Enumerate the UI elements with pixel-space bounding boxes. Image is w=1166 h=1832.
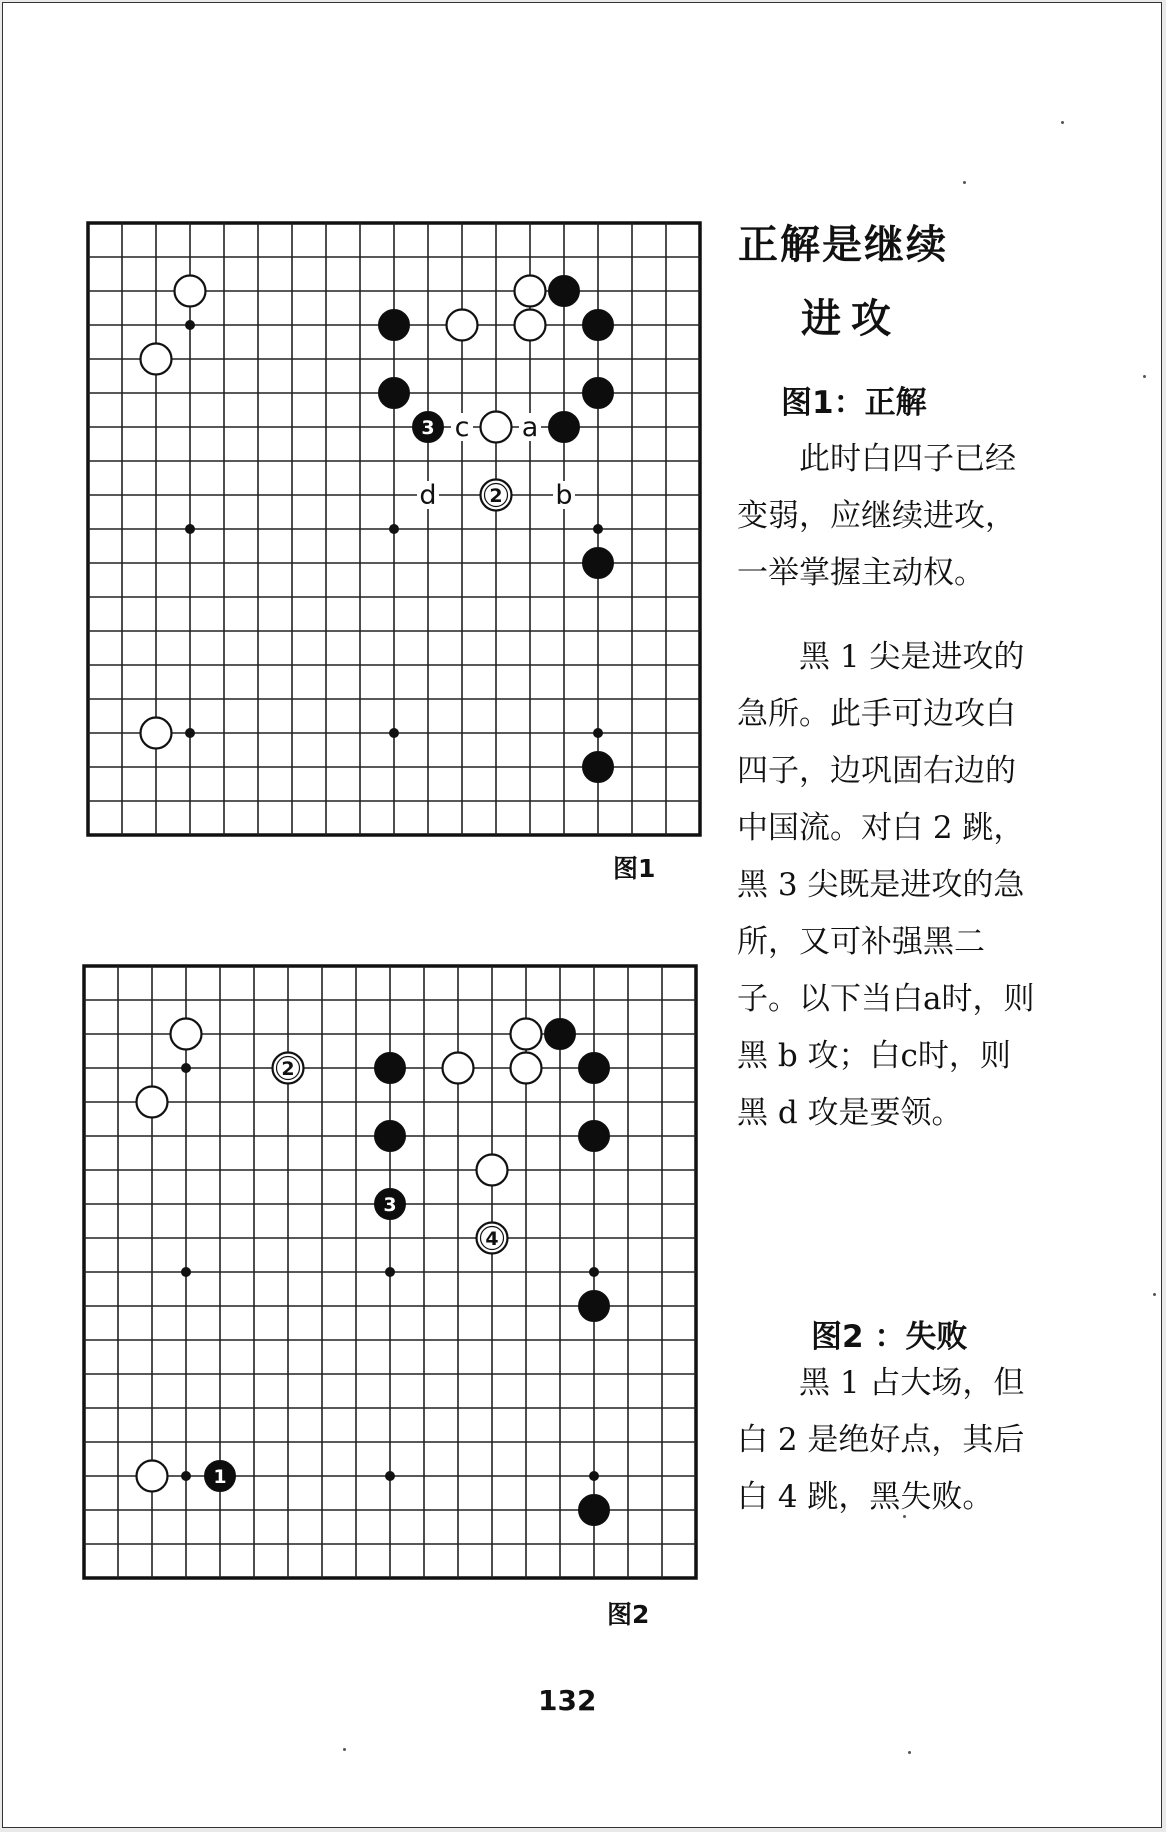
scan-speck (1143, 375, 1146, 378)
black-stone (379, 378, 410, 409)
white-stone (443, 1053, 474, 1084)
star-point (385, 1471, 395, 1481)
white-stone (481, 480, 512, 511)
section-heading-line-2: 进攻 (801, 296, 901, 342)
board-letter-b: b (555, 480, 573, 511)
stone-move-number: 3 (383, 1194, 397, 1216)
black-stone (375, 1121, 406, 1152)
star-point (593, 728, 603, 738)
white-stone (141, 718, 172, 749)
white-stone (447, 310, 478, 341)
black-stone (375, 1189, 406, 1220)
white-stone (481, 412, 512, 443)
black-stone (413, 412, 444, 443)
star-point (185, 524, 195, 534)
black-stone (579, 1291, 610, 1322)
star-point (185, 728, 195, 738)
black-stone (579, 1495, 610, 1526)
paragraph-3: 黑 1 占大场，但白 2 是绝好点，其后白 4 跳，黑失败。 (737, 1365, 1025, 1515)
scan-speck (343, 1748, 346, 1751)
board-letter-c: c (454, 412, 470, 443)
page-number: 132 (538, 1684, 597, 1717)
star-point (589, 1267, 599, 1277)
scan-speck (963, 181, 966, 184)
white-stone (511, 1019, 542, 1050)
black-stone (549, 276, 580, 307)
board-letter-a: a (521, 412, 539, 443)
white-stone (515, 276, 546, 307)
star-point (589, 1471, 599, 1481)
figure-1-subheading: 图1：正解 (781, 385, 927, 421)
scan-speck (1061, 121, 1064, 124)
star-point (389, 728, 399, 738)
black-stone (583, 310, 614, 341)
scan-speck (908, 1751, 911, 1754)
white-stone (175, 276, 206, 307)
black-stone (379, 310, 410, 341)
scan-speck (903, 1515, 906, 1518)
white-stone (273, 1053, 304, 1084)
star-point (181, 1063, 191, 1073)
black-stone (579, 1121, 610, 1152)
stone-move-number: 2 (281, 1058, 295, 1080)
go-board-figure-2 (75, 957, 705, 1581)
star-point (181, 1267, 191, 1277)
white-stone (477, 1223, 508, 1254)
star-point (185, 320, 195, 330)
black-stone (583, 378, 614, 409)
star-point (385, 1267, 395, 1277)
white-stone (141, 344, 172, 375)
black-stone (375, 1053, 406, 1084)
paragraph-1: 此时白四子已经变弱，应继续进攻，一举掌握主动权。 (737, 441, 1016, 591)
stone-move-number: 4 (485, 1228, 499, 1250)
white-stone (477, 1155, 508, 1186)
figure-2-caption: 图2 (607, 1600, 650, 1629)
black-stone (583, 752, 614, 783)
star-point (181, 1471, 191, 1481)
star-point (593, 524, 603, 534)
figure-2-subheading: 图2 ：失败 (811, 1319, 968, 1355)
black-stone (583, 548, 614, 579)
white-stone (171, 1019, 202, 1050)
black-stone (545, 1019, 576, 1050)
stone-move-number: 1 (213, 1466, 227, 1488)
black-stone (579, 1053, 610, 1084)
scan-speck (1153, 1293, 1156, 1296)
white-stone (515, 310, 546, 341)
white-stone (137, 1461, 168, 1492)
section-heading-line-1: 正解是继续 (738, 222, 948, 268)
black-stone (549, 412, 580, 443)
figure-1-caption: 图1 (613, 854, 656, 883)
board-letter-d: d (419, 480, 437, 511)
go-board-figure-1 (79, 214, 709, 838)
black-stone (205, 1461, 236, 1492)
paragraph-2: 黑 1 尖是进攻的急所。此手可边攻白四子，边巩固右边的中国流。对白 2 跳，黑 3 尖既是进攻的急所，又可补强黑二子。以下当白a时，则黑 b 攻；白c时，则黑 d 攻是要领。 (737, 639, 1035, 1131)
white-stone (137, 1087, 168, 1118)
stone-move-number: 2 (489, 485, 503, 507)
book-page (2, 2, 1162, 1828)
white-stone (511, 1053, 542, 1084)
star-point (389, 524, 399, 534)
stone-move-number: 3 (421, 417, 435, 439)
